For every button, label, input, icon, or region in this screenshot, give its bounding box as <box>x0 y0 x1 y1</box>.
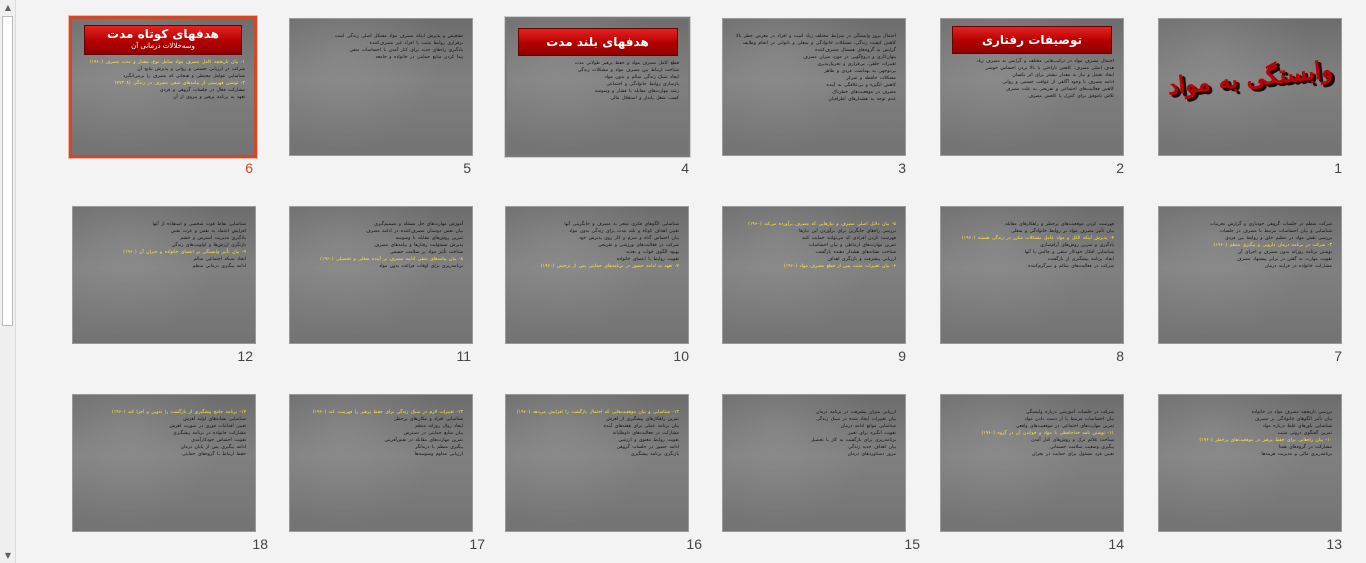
body-line: یادگیری راه‌های جدید برای کنار آمدن با احساسات منفی <box>349 48 463 53</box>
body-line: شناسایی الگوهای فکری منجر به مصرف و جایگزینی آنها <box>564 222 679 227</box>
body-line-highlight: ۱۳- تغییرات لازم در سبک زندگی برای حفظ پرهیز را فهرست کند (۱۹۶۰) <box>312 410 463 415</box>
body-line: مشارکت در فعالیت‌های داوطلبانه <box>612 431 679 436</box>
slide-body <box>290 19 472 61</box>
slide-number: 1 <box>1334 160 1342 176</box>
body-line: ادامه مصرف با وجود آگاهی از عواقب جسمی و روانی <box>1002 80 1114 85</box>
body-line: ایجاد شبکه اجتماعی سالم <box>193 257 246 262</box>
slide-thumbnail-12[interactable] <box>72 206 256 344</box>
body-line: تمرین روش‌های مقابله با وسوسه <box>395 236 463 241</box>
slide-body <box>73 395 255 458</box>
body-line: ادامه پیگیری درمانی منظم <box>192 264 246 269</box>
body-line: تمرین مهارت‌های ارتباطی و بیان احساسات <box>808 243 896 248</box>
body-line: بیان برنامه عملی برای هفته‌های آینده <box>603 424 679 429</box>
body-line: بازنگری برنامه پیشگیری <box>631 452 679 457</box>
slide-number: 11 <box>456 348 471 364</box>
slide-number: 17 <box>469 536 485 552</box>
slide-number: 18 <box>252 536 268 552</box>
body-line: یادگیری مدیریت استرس و خشم <box>180 236 246 241</box>
body-line-highlight: ۱- بیان تاریخچه کامل مصرف مواد شامل نوع، مقدار و مدت مصرف (۱۹۶۰) <box>89 60 245 65</box>
body-line: پیدا کردن منابع حمایتی در خانواده و جامعه <box>375 55 463 60</box>
slide-thumbnail-15[interactable] <box>722 394 906 532</box>
body-line: کاهش انگیزه و بی‌علاقگی به آینده <box>826 83 896 88</box>
slide-thumbnail-4[interactable] <box>505 17 690 157</box>
body-line: شرکت در فعالیت‌های ورزشی و تفریحی <box>598 243 679 248</box>
body-line-highlight: ۶- بیان تغییرات مثبت پس از قطع مصرف مواد (۱۹۶۰) <box>783 264 896 269</box>
body-line-highlight: ۴- پذیرش اینکه الکل و مواد عامل مشکلات مکرر در زندگی هستند (۱۹۶۰) <box>961 236 1114 241</box>
body-line: شناخت ارتباط بین مصرف مواد و مشکلات زندگی <box>577 68 679 73</box>
body-line: بهبود الگوی خواب و تغذیه <box>626 250 679 255</box>
body-line: بیان اهداف جدید زندگی <box>848 445 896 450</box>
slide-body <box>1159 395 1341 458</box>
slide-sorter <box>16 0 1366 563</box>
body-line: شناسایی افراد و مکان‌های پرخطر <box>394 417 463 422</box>
body-line: تعیین اهداف کوتاه و بلند مدت برای زندگی بدون مواد <box>569 229 679 234</box>
slide-thumbnail-1[interactable] <box>1158 18 1342 156</box>
slide-number: 15 <box>904 536 920 552</box>
body-line: تشخیص و پذیرش اینکه مصرف مواد مشکل اصلی زندگی است <box>334 34 463 39</box>
slide-number: 8 <box>1116 348 1124 364</box>
body-line: کسب شغل پایدار و استقلال مالی <box>610 96 679 101</box>
body-line: شرکت در جلسات آموزشی درباره وابستگی <box>1025 410 1114 415</box>
body-line: تقویت روابط معنوی و ارزشی <box>618 438 679 443</box>
body-line-highlight: ۵- بیان دلایل اصلی مصرف و نیازهایی که مصرف برآورده می‌کند (۱۹۶۰) <box>748 222 896 227</box>
slide-thumbnail-3[interactable] <box>722 18 906 156</box>
body-line: یادگیری و تمرین روش‌های آرام‌سازی <box>1040 243 1114 248</box>
body-line-highlight: ۱۰- بیان راه‌هایی برای حفظ پرهیز در موقعیت‌های پرخطر (۱۹۶۰) <box>1199 438 1332 443</box>
body-line: مصرف در موقعیت‌های خطرناک <box>832 90 896 95</box>
body-line: مشکلات حافظه و تمرکز <box>846 76 896 81</box>
slide-body <box>290 395 472 458</box>
body-line: هدف اصلی مصرف: کاهش ناراحتی یا بالا بردن احساس خوشی <box>985 66 1114 71</box>
body-line: عدم توجه به هشدارهای اطرافیان <box>828 97 896 102</box>
slide-number: 12 <box>237 348 253 364</box>
body-line: مشارکت فعال در جلسات گروهی و فردی <box>159 88 245 93</box>
slide-title: توصیفات رفتاری <box>952 26 1112 54</box>
body-line: تقویت احساس خودکارآمدی <box>191 438 246 443</box>
body-line: نوشتن برنامه روزانه بدون مصرف و اجرای آن <box>1237 250 1332 255</box>
body-line: گرایش به گروه‌های همسال مصرف‌کننده <box>815 48 896 53</box>
body-line-highlight: ۸- بیان پیامدهای منفی ادامه مصرف بر آینده شغلی و تحصیلی (۱۹۶۰) <box>320 257 463 262</box>
body-line: ادامه حضور در جلسات گروهی <box>616 445 679 450</box>
slide-number: 3 <box>898 160 906 176</box>
slide-title <box>84 25 242 55</box>
body-line: تعیین اقدامات فوری در صورت لغزش <box>169 424 246 429</box>
body-line: تمرین مهارت‌های اجتماعی در موقعیت‌های واقعی <box>1015 424 1114 429</box>
body-line: تمرین راهکارهای پیشگیری از لغزش <box>606 417 679 422</box>
slide-body <box>723 395 905 458</box>
body-line: بررسی تاریخچه مصرف مواد در خانواده <box>1251 410 1332 415</box>
body-line: کاهش کیفیت زندگی، مشکلات خانوادگی و شغلی و ناتوانی در انجام وظایف <box>742 41 896 46</box>
scroll-down-arrow-icon[interactable]: ▼ <box>4 551 12 560</box>
body-line-highlight: ۹- بیان تأثیر وابستگی بر اعضای خانواده و جبران آن (۱۹۶۰) <box>123 250 246 255</box>
slide-thumbnail-6[interactable] <box>69 16 257 158</box>
body-line: بررسی نقش مواد در تنظیم خلق و روابط بین فردی <box>1225 236 1332 241</box>
body-line: برنامه‌ریزی مالی و مدیریت هزینه‌ها <box>1261 452 1332 457</box>
body-line: بی‌توجهی به بهداشت فردی و ظاهر <box>824 69 896 74</box>
body-line: آموزش مهارت‌های حل مسئله و تصمیم‌گیری <box>374 222 463 227</box>
slide-thumbnail-14[interactable] <box>940 394 1124 532</box>
body-line: شناخت علائم ترک و روش‌های کنار آمدن <box>1031 438 1114 443</box>
slide-thumbnail-16[interactable] <box>505 394 689 532</box>
body-line-highlight: ۱۲- شناسایی و بیان موقعیت‌هایی که احتمال بازگشت را افزایش می‌دهد (۱۹۶۰) <box>516 410 679 415</box>
body-line: تلاش ناموفق برای کنترل یا کاهش مصرف <box>1028 94 1114 99</box>
body-line: ایجاد سبک زندگی سالم و بدون مواد <box>604 75 679 80</box>
body-line: مرور دستاوردهای درمان <box>847 452 896 457</box>
body-line-highlight: ۱۱- نوشتن نامه خداحافظی با مواد و خواندن آن در گروه (۱۹۶۰) <box>981 431 1114 436</box>
body-line: بازسازی روابط خانوادگی و اجتماعی <box>606 82 679 87</box>
body-line: حفظ ارتباط با گروه‌های حمایتی <box>181 452 246 457</box>
body-line: بیان منابع حمایتی در دسترس <box>403 431 463 436</box>
body-line: مشارکت خانواده در فرایند درمان <box>1264 264 1332 269</box>
slide-body <box>723 207 905 270</box>
slide-body <box>941 207 1123 270</box>
body-line: شناسایی افکار خودکار منفی و چالش با آنها <box>1024 250 1114 255</box>
body-line: بررسی راه‌های جایگزین برای برآوردن این نیازها <box>799 229 896 234</box>
body-line: ارزیابی مداوم وسوسه‌ها <box>414 452 463 457</box>
body-line-highlight: ۷- تعهد به ادامه حضور در برنامه‌های حمایتی پس از ترخیص (۱۹۶۰) <box>540 264 679 269</box>
body-line-highlight: ۱۴- برنامه جامع پیشگیری از بازگشت را تدوین و اجرا کند (۱۹۶۰) <box>112 410 246 415</box>
slide-thumbnail-8[interactable] <box>940 206 1124 344</box>
body-line: شناخت نشانه‌های هشدار دهنده بازگشت <box>815 250 896 255</box>
body-line: تقویت مهارت نه گفتن در برابر پیشنهاد مصرف <box>1236 257 1332 262</box>
body-line: ارزیابی میزان پیشرفت در برنامه درمان <box>815 410 896 415</box>
body-line: رشد مهارت‌های مقابله با فشار و وسوسه <box>594 89 679 94</box>
body-line: پنهان‌کاری و دروغ‌گویی در مورد میزان مصرف <box>803 55 896 60</box>
body-line: برقراری روابط مثبت با افراد غیر مصرف‌کننده <box>369 41 463 46</box>
body-line: شناسایی نشانه‌های اولیه لغزش <box>183 417 246 422</box>
slide-number: 10 <box>673 348 689 364</box>
body-line: قطع کامل مصرف مواد و حفظ پرهیز طولانی مدت <box>574 61 679 66</box>
body-line: شناسایی نقاط قوت شخصی و استفاده از آنها <box>152 222 246 227</box>
slide-body <box>941 395 1123 458</box>
slide-thumbnail-5[interactable] <box>289 18 473 156</box>
slide-subtitle: وسه‌خلالات درمانی آن <box>131 42 195 50</box>
body-line: شناخت تأثیر مواد بر سلامت جسمی <box>389 250 463 255</box>
body-line: تعهد به برنامه پرهیز و پیروی از آن <box>173 95 245 100</box>
body-line-highlight: ۲- نوشتن فهرستی از پیامدهای منفی مصرف در زندگی (۷۷۳۰۸) <box>114 81 245 86</box>
body-line: ایجاد تحمل و نیاز به مقدار بیشتر برای اثر یکسان <box>1012 73 1114 78</box>
body-line: پذیرش مسئولیت رفتارها و پیامدهای مصرف <box>374 243 463 248</box>
slide-number: 7 <box>1334 348 1342 364</box>
slide-title-text: هدفهای کوتاه مدت <box>107 27 219 41</box>
slide-number-current: 6 <box>245 160 253 176</box>
body-line: پیگیری منظم با درمانگر <box>415 445 463 450</box>
body-line: تغییرات خلقی، بی‌قراری و تحریک‌پذیری <box>817 62 896 67</box>
slide-number: 16 <box>686 536 702 552</box>
slide-body <box>290 207 472 270</box>
body-line: ایجاد روال روزانه منظم <box>415 424 463 429</box>
scroll-thumb[interactable] <box>2 16 13 326</box>
slide-number: 9 <box>898 348 906 364</box>
slide-body <box>723 19 905 103</box>
body-line: احتمال بروز وابستگی در شرایط مختلف زیاد است و افراد در معرض خطر بالا <box>736 34 896 39</box>
body-line: تقویت روابط با اعضای خانواده <box>616 257 679 262</box>
body-line: فهرست کردن افرادی که می‌توانند حمایت کنند <box>801 236 896 241</box>
slide-body <box>73 207 255 270</box>
slide-body <box>941 54 1123 100</box>
slide-thumbnail-11[interactable] <box>289 206 473 344</box>
slide-thumbnail-10[interactable] <box>505 206 689 344</box>
slide-thumbnail-17[interactable] <box>289 394 473 532</box>
body-line: بیان نقش دوستان مصرف‌کننده در ادامه مصرف <box>366 229 463 234</box>
body-line: افزایش اعتماد به نفس و عزت نفس <box>170 229 246 234</box>
slide-title: وابستگی به مواد <box>1166 54 1334 101</box>
vertical-scrollbar[interactable] <box>0 0 16 563</box>
body-line: بیان تغییرات ایجاد شده در سبک زندگی <box>816 417 896 422</box>
body-line: احتمال مصرف مواد در ترکیب‌هایی مختلف و گرایش به مصرف زیاد <box>976 59 1114 64</box>
body-line: شناسایی و بیان احساسات مرتبط با مصرف در جلسات <box>1219 229 1332 234</box>
slide-title: هدفهای بلند مدت <box>518 28 678 56</box>
body-line: مشارکت خانواده در برنامه پیشگیری <box>173 431 246 436</box>
slide-thumbnail-2[interactable] <box>940 18 1124 156</box>
slide-number: 13 <box>1326 536 1342 552</box>
body-line: فهرست کردن موقعیت‌های پرخطر و راهکارهای مقابله <box>1005 222 1114 227</box>
body-line: برنامه‌ریزی برای اوقات فراغت بدون مواد <box>379 264 463 269</box>
scroll-up-arrow-icon[interactable]: ▲ <box>4 3 12 12</box>
body-line: ادامه پیگیری پس از پایان درمان <box>180 445 246 450</box>
body-line: بیان تأثیر الگوهای خانوادگی بر مصرف <box>1254 417 1332 422</box>
body-line: ایجاد برنامه پیشگیری از بازگشت <box>1047 257 1114 262</box>
body-line: بیان احساسات مرتبط با از دست دادن مواد <box>1024 417 1114 422</box>
slide-number: 5 <box>463 160 471 176</box>
body-line: شرکت در فعالیت‌های سالم و سرگرم‌کننده <box>1028 264 1114 269</box>
body-line: برنامه‌ریزی برای بازگشت به کار یا تحصیل <box>810 438 896 443</box>
body-line: بیان تأثیر مصرف مواد بر روابط خانوادگی و شغلی <box>1011 229 1114 234</box>
body-line: تعیین فرد مسئول برای حمایت در بحران <box>1031 452 1114 457</box>
body-line: ارزیابی پیشرفت و بازنگری اهداف <box>827 257 896 262</box>
slide-body <box>506 395 688 458</box>
body-line: کاهش فعالیت‌های اجتماعی و تفریحی به علت مصرف <box>1005 87 1114 92</box>
body-line: تمرین گفتگوی درونی مثبت <box>1277 431 1332 436</box>
body-line: تمرین مهارت‌های مقابله در نقش‌آفرینی <box>384 438 463 443</box>
body-line: شرکت منظم در جلسات گروهی خودیاری و گزارش تجربیات <box>1209 222 1332 227</box>
slide-number: 14 <box>1108 536 1124 552</box>
slide-thumbnail-7[interactable] <box>1158 206 1342 344</box>
body-line: شناسایی موانع ادامه درمان <box>840 424 896 429</box>
body-line: شناسایی باورهای غلط درباره مواد <box>1262 424 1332 429</box>
slide-body <box>507 56 688 102</box>
body-line: تقویت انگیزه برای تغییر <box>847 431 896 436</box>
body-line: پیگیری وضعیت سلامت جسمانی <box>1050 445 1114 450</box>
slide-thumbnail-9[interactable] <box>722 206 906 344</box>
body-line: مشارکت در گروه‌های همتا <box>1278 445 1332 450</box>
body-line: شناسایی عوامل محیطی و هیجانی که مصرف را برمی‌انگیزد <box>123 74 245 79</box>
slide-thumbnail-13[interactable] <box>1158 394 1342 532</box>
slide-body <box>1159 207 1341 270</box>
body-line: شرکت در ارزیابی جسمی و روانی و پذیرش نتایج آن <box>137 67 245 72</box>
body-line: بازنگری ارزش‌ها و اولویت‌های زندگی <box>171 243 246 248</box>
slide-body <box>506 207 688 270</box>
slide-number: 4 <box>681 160 689 176</box>
slide-number: 2 <box>1116 160 1124 176</box>
slide-body <box>72 55 254 101</box>
body-line-highlight: ۳- شرکت در برنامه درمان دارویی و پیگیری منظم (۱۹۶۰) <box>1213 243 1332 248</box>
body-line: بیان احساس گناه و شرم و کار روی پذیرش خود <box>578 236 679 241</box>
slide-thumbnail-18[interactable] <box>72 394 256 532</box>
